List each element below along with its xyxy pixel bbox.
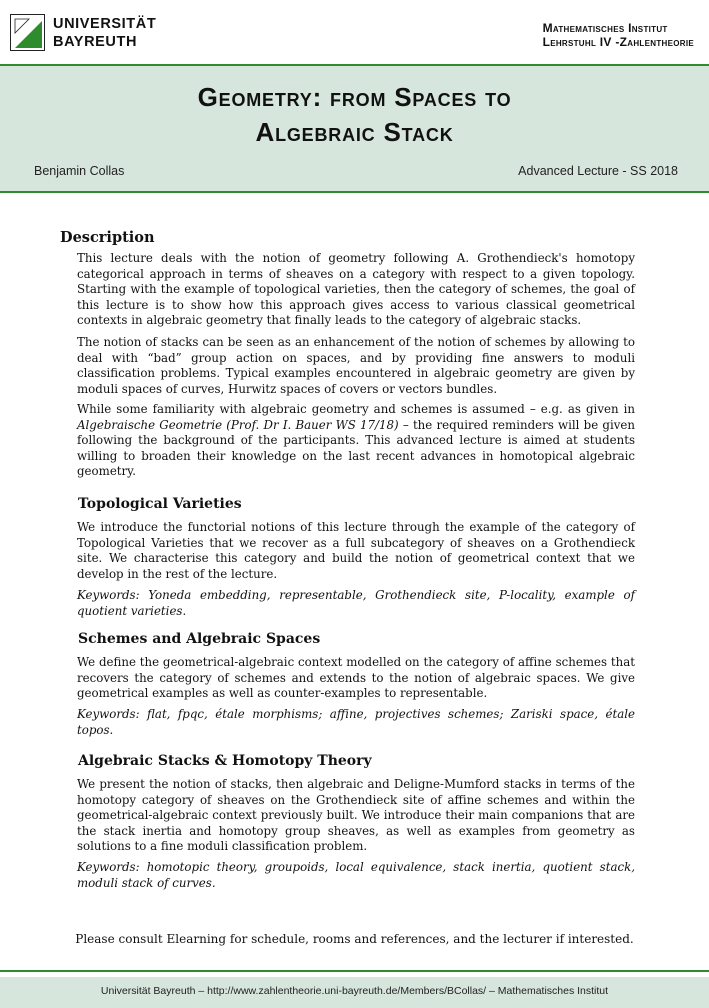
description-paragraph-1: This lecture deals with the notion of geometry following A. Grothendieck's homotopy categorical approach in terms of sheaves on a category with respect to a given topology. Starting with the example of topological varieties, then the category of schemes, the goal of this lecture is to show how this approach gives access to various classical geometrical contexts in algebraic geometry that finally leads to the category of algebraic stacks. [77,251,635,328]
description-p3-text-b: – the required reminders will be given following the background of the participants. This advanced lecture is aimed at students willing to broaden their knowledge on the last recent advances in homotopical algebraic geometry. [77,417,635,479]
institute-name [543,22,694,49]
institute-line1: Mathematisches Institut [542,21,668,35]
section-keywords-algebraic-stacks: Keywords: homotopic theory, groupoids, local equivalence, stack inertia, quotient stack, moduli stack of curves. [77,860,635,890]
section-heading-algebraic-stacks: Algebraic Stacks & Homotopy Theory [78,753,372,769]
lecturer-name: Benjamin Collas [34,164,125,178]
description-p3-course-ref: Algebraische Geometrie (Prof. Dr I. Bauer WS 17/18) [77,417,399,432]
footer-text: Universität Bayreuth – http://www.zahlentheorie.uni-bayreuth.de/Members/BCollas/ – Mathematisches Institut [100,985,609,997]
description-paragraph-3 [77,402,635,480]
footer-divider [0,970,709,972]
description-heading: Description [60,229,155,246]
page-footer [0,977,709,1008]
section-text-algebraic-stacks: We present the notion of stacks, then algebraic and Deligne-Mumford stacks in terms of the homotopy category of sheaves on the Grothendieck site of affine schemes and within the geometrical-algebraic context previously built. We introduce their main companions that are the stack inertia and homotopy group sheaves, as well as examples from geometry as solutions to a fine moduli classification problem. [77,777,635,854]
course-title-line2: Algebraic Stack [255,117,454,147]
consult-note: Please consult Elearning for schedule, rooms and references, and the lecturer if interested. [75,932,634,946]
description-p3-text-a: While some familiarity with algebraic geometry and schemes is assumed – e.g. as given in [77,402,635,416]
section-heading-topological-varieties: Topological Varieties [78,496,242,512]
section-heading-schemes: Schemes and Algebraic Spaces [78,631,321,647]
university-line1: UNIVERSITÄT [53,16,157,32]
section-keywords-schemes: Keywords: flat, fpqc, étale morphisms; affine, projectives schemes; Zariski space, étale topos. [77,707,635,737]
description-paragraph-2: The notion of stacks can be seen as an enhancement of the notion of schemes by allowing to deal with “bad” group action on spaces, and by providing fine answers to moduli classification problems. Typical examples encountered in algebraic geometry are given by moduli spaces of curves, Hurwitz spaces of covers or vectors bundles. [77,335,635,396]
university-logo-icon [10,14,45,51]
section-text-schemes: We define the geometrical-algebraic context modelled on the category of affine schemes that recovers the category of schemes and extends to the notion of algebraic spaces. We give geometrical examples as well as counter-examples to representable. [77,655,635,701]
lecture-type: Advanced Lecture - SS 2018 [518,164,678,178]
university-name [53,15,156,51]
course-title-line1: Geometry: from Spaces to [197,82,512,112]
section-keywords-topological-varieties: Keywords: Yoneda embedding, representable, Grothendieck site, P-locality, example of quotient varieties. [77,588,635,618]
course-title [0,80,709,150]
title-band [0,66,709,192]
page-header [0,0,709,64]
title-divider [0,191,709,193]
institute-line2: Lehrstuhl IV -Zahlentheorie [542,34,694,49]
university-line2: BAYREUTH [53,34,138,50]
section-text-topological-varieties: We introduce the functorial notions of this lecture through the example of the category of Topological Varieties that we recover as a full subcategory of sheaves on a Grothendieck site. We characterise this category and build the notion of geometrical context that we develop in the rest of the lecture. [77,520,635,581]
